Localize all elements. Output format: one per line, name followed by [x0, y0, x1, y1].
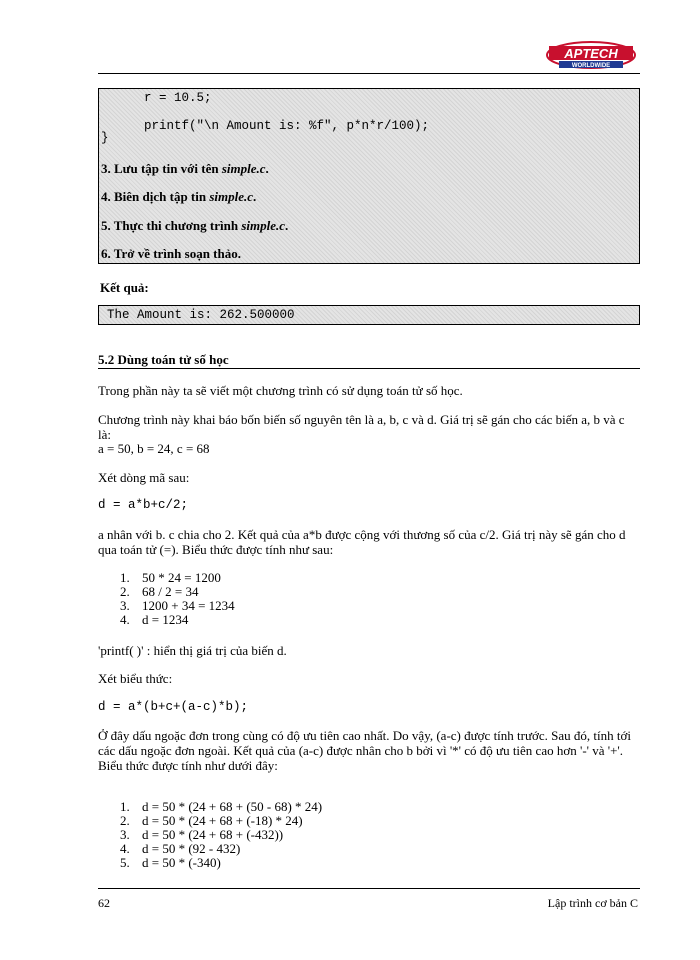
book-title: Lập trình cơ bản C — [547, 896, 638, 910]
list-item: 1. d = 50 * (24 + 68 + (50 - 68) * 24) — [120, 799, 323, 814]
paragraph-values: a = 50, b = 24, c = 68 — [98, 441, 210, 456]
aptech-logo — [545, 40, 637, 72]
evaluation-list-2 — [120, 800, 322, 870]
code-line-1: r = 10.5; — [144, 91, 212, 105]
result-output: The Amount is: 262.500000 — [107, 308, 295, 322]
step-5: 5. Thực thi chương trình simple.c. — [101, 218, 289, 233]
footer-rule — [98, 888, 640, 889]
header-rule — [98, 73, 640, 74]
result-label: Kết quả: — [100, 280, 149, 295]
code-steps-box — [98, 88, 640, 264]
paragraph-intro: Trong phần này ta sẽ viết một chương trình có sử dụng toán tử số học. — [98, 383, 463, 398]
list-item: 3. d = 50 * (24 + 68 + (-432)) — [120, 827, 284, 842]
aptech-logo-graphic — [545, 40, 637, 72]
section-title: 5.2 Dùng toán tử số học — [98, 352, 229, 367]
page-number: 62 — [98, 896, 110, 910]
code-expression-1: d = a*b+c/2; — [98, 498, 189, 512]
section-rule — [98, 368, 640, 369]
paragraph-explanation-1: a nhân với b. c chia cho 2. Kết quả của a*b được cộng với thương số của c/2. Giá trị này sẽ gán cho d qua toán tử (=). Biểu thức được tính như sau: — [98, 527, 626, 557]
evaluation-list-1 — [120, 571, 235, 627]
step-4: 4. Biên dịch tập tin simple.c. — [101, 189, 257, 204]
paragraph-consider-code: Xét dòng mã sau: — [98, 470, 190, 485]
list-item: 1. 50 * 24 = 1200 — [120, 570, 221, 585]
code-line-2: printf("\n Amount is: %f", p*n*r/100); — [144, 119, 430, 133]
svg-text:APTECH: APTECH — [564, 46, 618, 61]
list-item: 4. d = 50 * (92 - 432) — [120, 841, 241, 856]
svg-text:WORLDWIDE: WORLDWIDE — [571, 63, 611, 69]
paragraph-explanation-2: Ở đây dấu ngoặc đơn trong cùng có độ ưu tiên cao nhất. Do vậy, (a-c) được tính trước. Sau đó, tính tới các dấu ngoặc đơn ngoài. Kết quả của (a-c) được nhân cho b bởi vì '*' có độ ưu tiên cao hơn '-' và '+'. Biểu thức được tính như dưới đây: — [98, 728, 631, 773]
step-3: 3. Lưu tập tin với tên simple.c. — [101, 161, 269, 176]
code-line-3: } — [101, 131, 109, 145]
list-item: 2. 68 / 2 = 34 — [120, 584, 199, 599]
paragraph-printf: 'printf( )' : hiển thị giá trị của biến d. — [98, 643, 287, 658]
list-item: 4. d = 1234 — [120, 612, 189, 627]
paragraph-consider-expression: Xét biểu thức: — [98, 671, 173, 686]
list-item: 3. 1200 + 34 = 1234 — [120, 598, 235, 613]
result-output-box — [98, 305, 640, 325]
list-item: 5. d = 50 * (-340) — [120, 855, 221, 870]
step-6: 6. Trở về trình soạn thảo. — [101, 246, 241, 261]
code-expression-2: d = a*(b+c+(a-c)*b); — [98, 700, 249, 714]
paragraph-variables: Chương trình này khai báo bốn biến số nguyên tên là a, b, c và d. Giá trị sẽ gán cho các biến a, b và c là: — [98, 412, 625, 442]
list-item: 2. d = 50 * (24 + 68 + (-18) * 24) — [120, 813, 303, 828]
